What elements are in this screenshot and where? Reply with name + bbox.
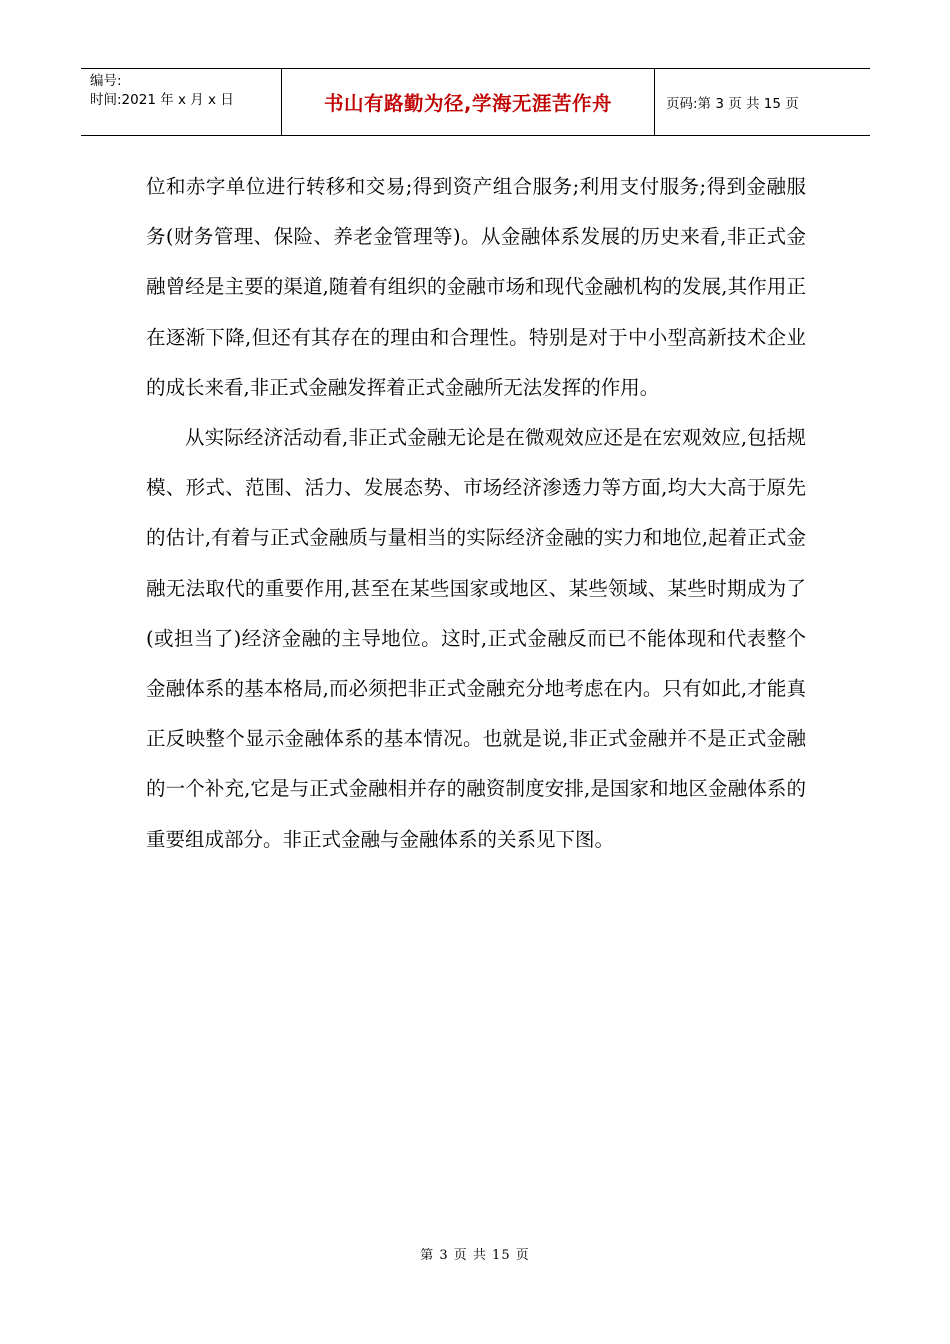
page-footer: 第 3 页 共 15 页 <box>420 1248 530 1263</box>
serial-number-label: 编号: <box>90 73 122 89</box>
body-paragraph: 从实际经济活动看,非正式金融无论是在微观效应还是在宏观效应,包括规模、形式、范围、活力、发展态势、市场经济渗透力等方面,均大大高于原先的估计,有着与正式金融质与量相当的实际经济金融的实力和地位,起着正式金融无法取代的重要作用,甚至在某些国家或地区、某些领域、某些时期成为了 (或担当了)经济金融的主导地位。这时,正式金融反而已不能体现和代表整个金融体系的基本格局,而必须把非正式金融充分地考虑在内。只有如此,才能真正反映整个显示金融体系的基本情况。也就是说,非正式金融并不是正式金融的一个补充,它是与正式金融相并存的融资制度安排,是国家和地区金融体系的重要组成部分。非正式金融与金融体系的关系见下图。 <box>146 426 806 851</box>
date-label: 时间:2021 年 x 月 x 日 <box>90 92 234 108</box>
header-motto: 书山有路勤为径,学海无涯苦作舟 <box>324 92 612 115</box>
header-page-cell <box>655 69 870 135</box>
body-paragraph-continued: 位和赤字单位进行转移和交易;得到资产组合服务;利用支付服务;得到金融服务(财务管理、保险、养老金管理等)。从金融体系发展的历史来看,非正式金融曾经是主要的渠道,随着有组织的金融市场和现代金融机构的发展,其作用正在逐渐下降,但还有其存在的理由和合理性。特别是对于中小型高新技术企业的成长来看,非正式金融发挥着正式金融所无法发挥的作用。 <box>146 175 806 399</box>
document-header <box>81 68 870 136</box>
header-motto-cell <box>282 69 655 135</box>
header-meta-cell <box>81 69 282 135</box>
document-body <box>146 162 806 865</box>
header-page-info: 页码:第 3 页 共 15 页 <box>666 96 799 112</box>
